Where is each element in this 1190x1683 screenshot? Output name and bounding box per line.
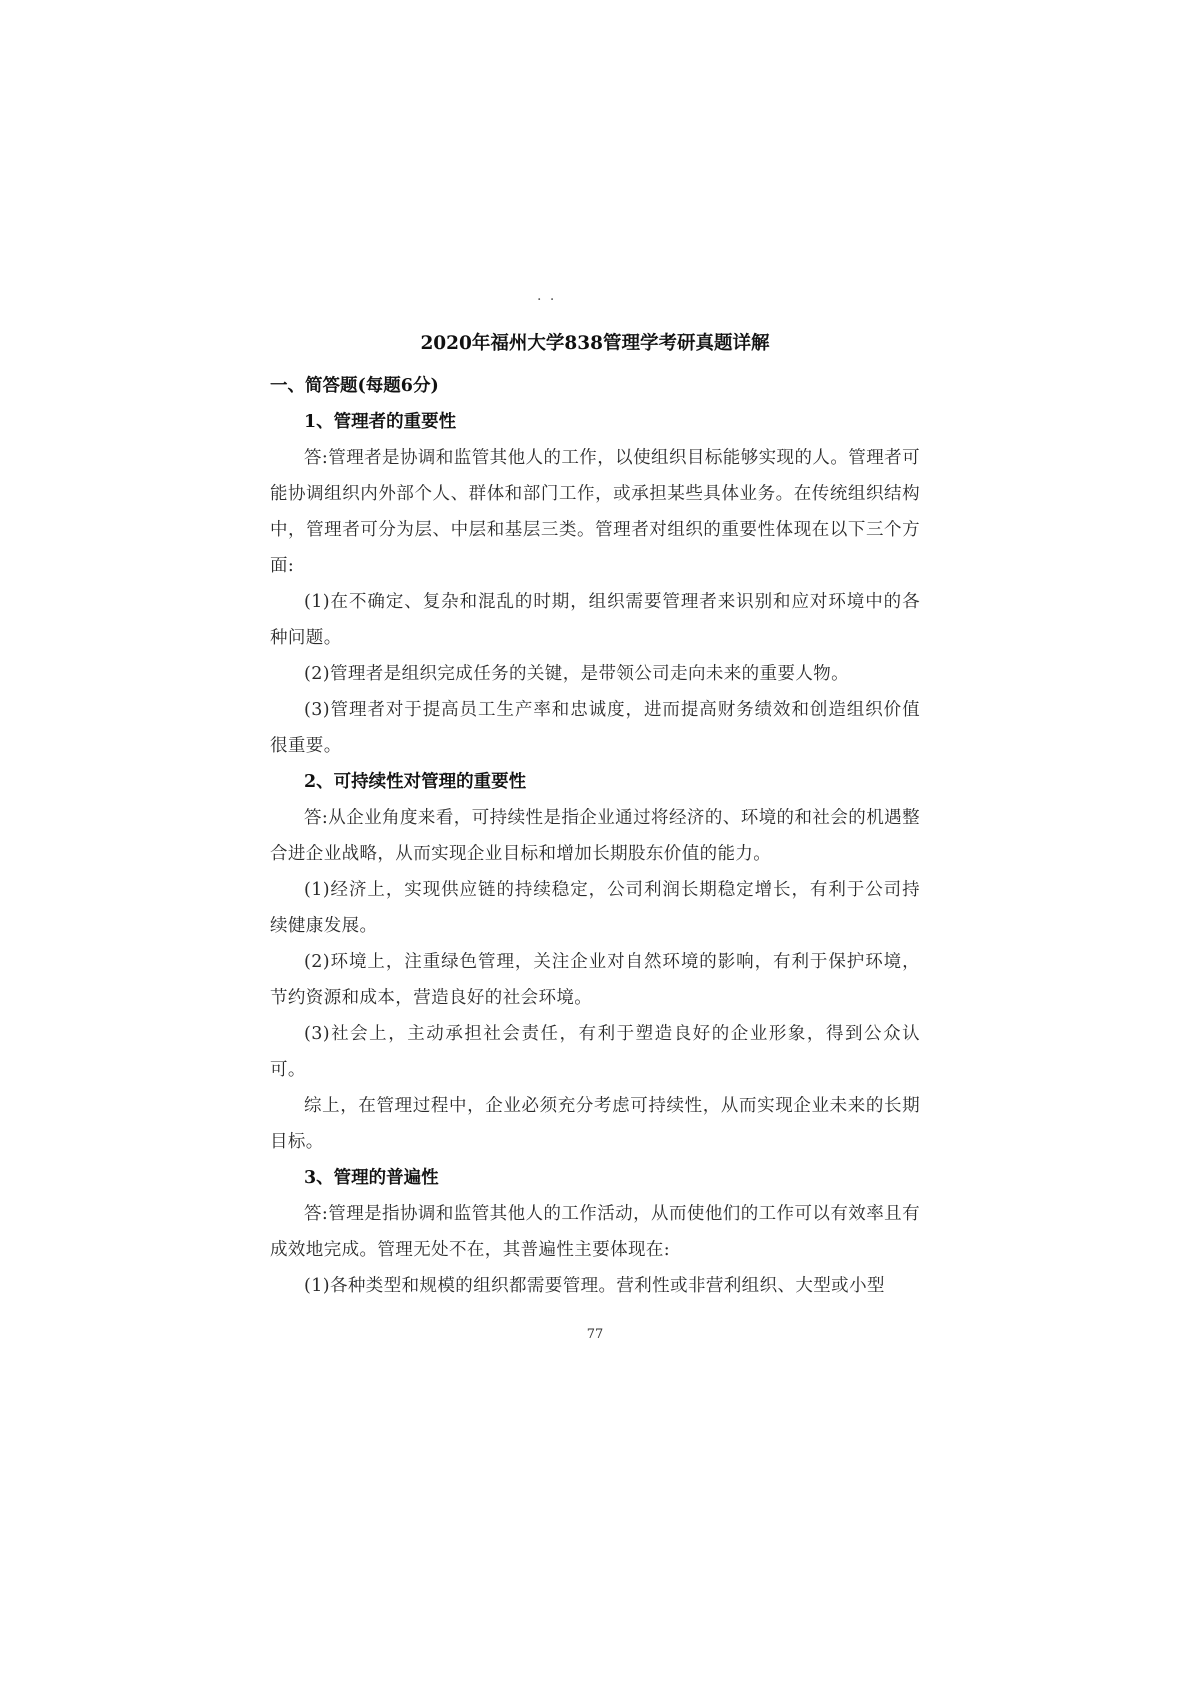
answer-paragraph: 答:管理是指协调和监管其他人的工作活动，从而使他们的工作可以有效率且有成效地完成。管理无处不在，其普遍性主要体现在: xyxy=(270,1204,920,1260)
answer-paragraph: (2)环境上，注重绿色管理，关注企业对自然环境的影响，有利于保护环境，节约资源和成本，营造良好的社会环境。 xyxy=(270,952,920,1008)
question-heading: 2、可持续性对管理的重要性 xyxy=(304,772,527,792)
question-heading: 1、管理者的重要性 xyxy=(304,412,457,432)
section-heading: 一、简答题(每题6分) xyxy=(270,376,439,396)
answer-paragraph: (3)社会上，主动承担社会责任，有利于塑造良好的企业形象，得到公众认可。 xyxy=(270,1024,920,1080)
answer-paragraph: (1)各种类型和规模的组织都需要管理。营利性或非营利组织、大型或小型 xyxy=(304,1276,885,1296)
page-title: 2020年福州大学838管理学考研真题详解 xyxy=(420,333,770,354)
page-content xyxy=(270,330,920,1304)
answer-paragraph: 答:管理者是协调和监管其他人的工作，以使组织目标能够实现的人。管理者可能协调组织内外部个人、群体和部门工作，或承担某些具体业务。在传统组织结构中，管理者可分为层、中层和基层三类。管理者对组织的重要性体现在以下三个方面: xyxy=(270,448,920,576)
answer-paragraph: 综上，在管理过程中，企业必须充分考虑可持续性，从而实现企业未来的长期目标。 xyxy=(270,1096,920,1152)
answer-paragraph: (1)在不确定、复杂和混乱的时期，组织需要管理者来识别和应对环境中的各种问题。 xyxy=(270,592,920,648)
page-number: 77 xyxy=(586,1327,604,1342)
top-mark: · · xyxy=(537,292,557,308)
answer-paragraph: (3)管理者对于提高员工生产率和忠诚度，进而提高财务绩效和创造组织价值很重要。 xyxy=(270,700,920,756)
answer-paragraph: 答:从企业角度来看，可持续性是指企业通过将经济的、环境的和社会的机遇整合进企业战略，从而实现企业目标和增加长期股东价值的能力。 xyxy=(270,808,920,864)
question-heading: 3、管理的普遍性 xyxy=(304,1168,439,1188)
answer-paragraph: (2)管理者是组织完成任务的关键，是带领公司走向未来的重要人物。 xyxy=(304,664,850,684)
answer-paragraph: (1)经济上，实现供应链的持续稳定，公司利润长期稳定增长，有利于公司持续健康发展。 xyxy=(270,880,920,936)
